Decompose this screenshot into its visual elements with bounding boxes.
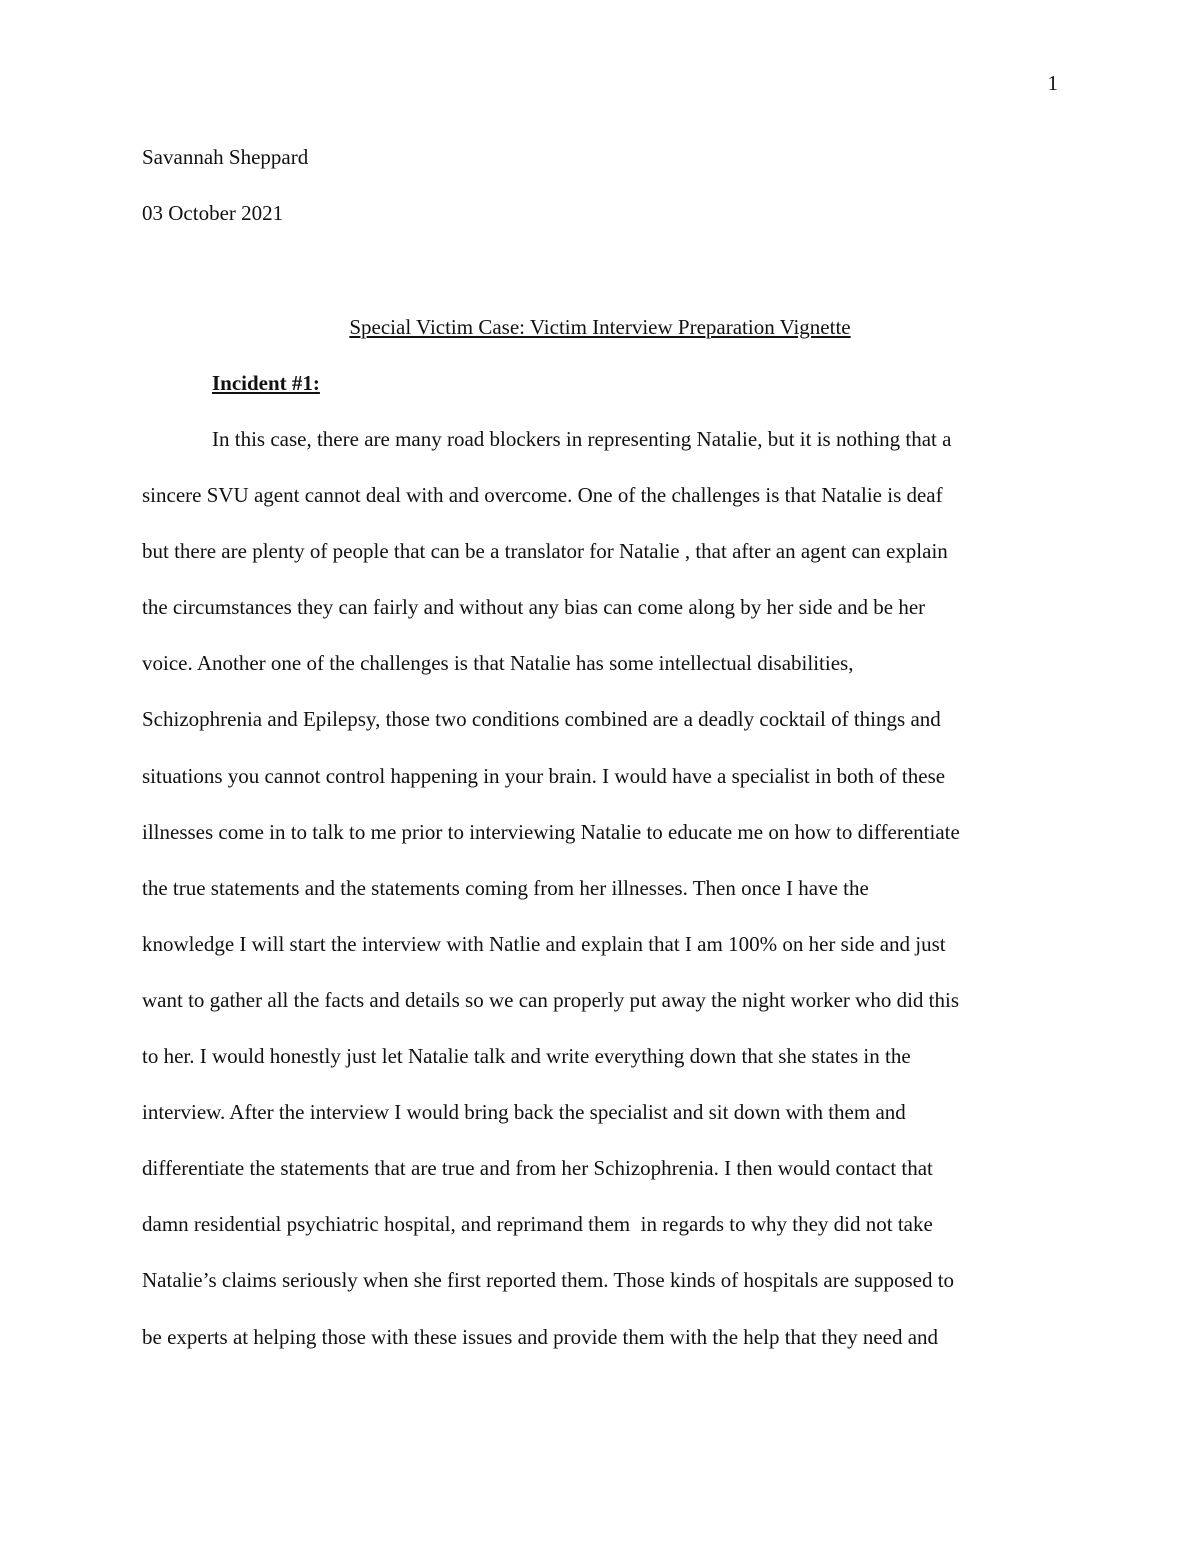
page-number: 1	[1047, 71, 1058, 95]
body-line: knowledge I will start the interview with Natlie and explain that I am 100% on her side and just	[142, 931, 946, 956]
body-line: interview. After the interview I would bring back the specialist and sit down with them and	[142, 1100, 906, 1125]
body-line: Natalie’s claims seriously when she first reported them. Those kinds of hospitals are supposed to	[142, 1268, 955, 1293]
section-heading: Incident #1:	[212, 371, 320, 395]
body-line: sincere SVU agent cannot deal with and overcome. One of the challenges is that Natalie is deaf	[142, 483, 943, 508]
body-line: the circumstances they can fairly and without any bias can come along by her side and be her	[142, 595, 926, 620]
body-line: damn residential psychiatric hospital, and reprimand them in regards to why they did not take	[142, 1212, 933, 1237]
body-line: be experts at helping those with these issues and provide them with the help that they need and	[142, 1324, 939, 1349]
body-line: want to gather all the facts and details so we can properly put away the night worker who did this	[142, 987, 960, 1012]
body-line: to her. I would honestly just let Natalie talk and write everything down that she states in the	[142, 1044, 911, 1069]
body-line: the true statements and the statements coming from her illnesses. Then once I have the	[142, 875, 869, 900]
body-line: illnesses come in to talk to me prior to interviewing Natalie to educate me on how to differentiate	[142, 819, 960, 844]
body-text	[142, 425, 1072, 1379]
author-name: Savannah Sheppard	[142, 145, 309, 169]
body-line: Schizophrenia and Epilepsy, those two conditions combined are a deadly cocktail of things and	[142, 707, 941, 732]
body-line: situations you cannot control happening in your brain. I would have a specialist in both of these	[142, 763, 946, 788]
body-line: voice. Another one of the challenges is that Natalie has some intellectual disabilities,	[142, 651, 854, 676]
body-line: but there are plenty of people that can be a translator for Natalie , that after an agent can explain	[142, 539, 948, 564]
document-date: 03 October 2021	[142, 201, 284, 225]
document-title: Special Victim Case: Victim Interview Preparation Vignette	[349, 315, 851, 339]
body-line: differentiate the statements that are true and from her Schizophrenia. I then would contact that	[142, 1156, 933, 1181]
body-line: In this case, there are many road blockers in representing Natalie, but it is nothing that a	[212, 427, 952, 451]
